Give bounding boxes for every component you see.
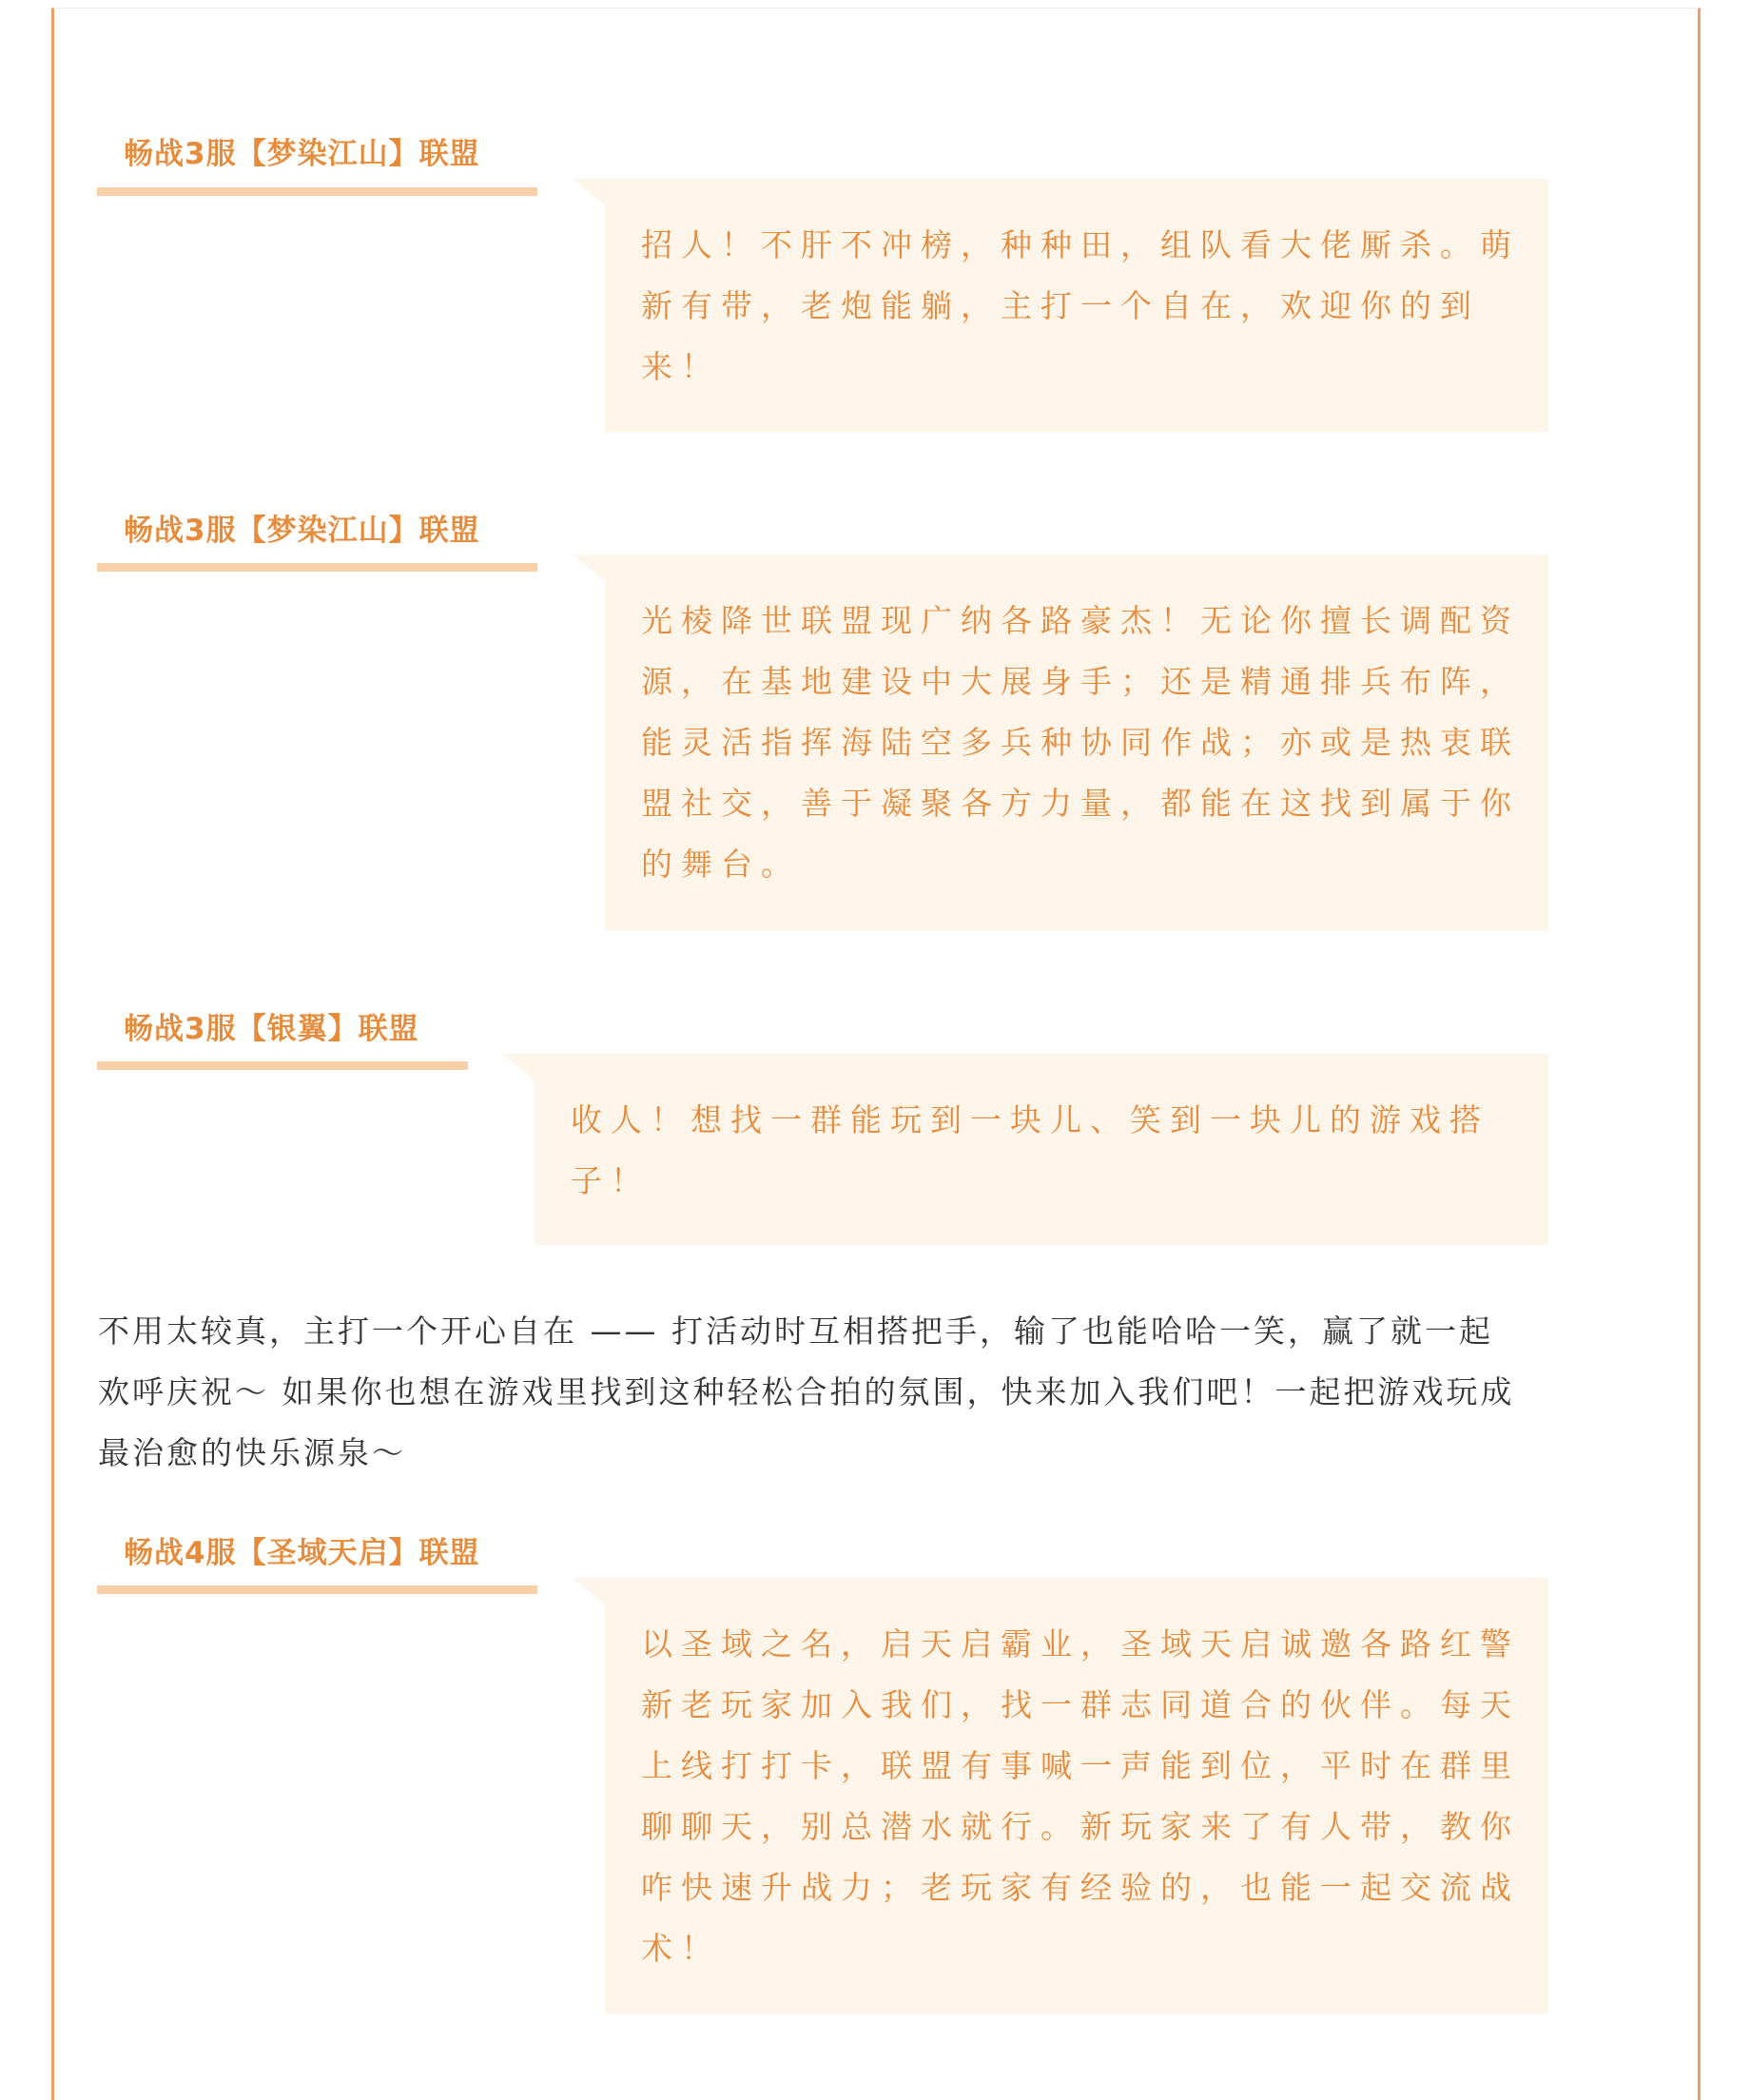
message-line: 以圣域之名，启天启霸业，圣域天启诚邀各路红警	[641, 1625, 1520, 1662]
message-line: 上线打打卡，联盟有事喊一声能到位，平时在群里	[641, 1747, 1520, 1784]
message-line: 子！	[571, 1162, 651, 1199]
recruit-message-bubble	[605, 179, 1548, 432]
message-line: 盟社交，善于凝聚各方力量，都能在这找到属于你	[641, 785, 1520, 822]
alliance-title: 畅战3服【银翼】联盟	[124, 1012, 419, 1046]
title-underline	[97, 563, 537, 572]
message-line: 术！	[641, 1930, 721, 1967]
paragraph-line: 最治愈的快乐源泉～	[98, 1434, 406, 1471]
title-underline	[97, 1585, 537, 1594]
message-line: 能灵活指挥海陆空多兵种协同作战；亦或是热衷联	[641, 724, 1520, 761]
message-line: 来！	[641, 348, 721, 385]
message-line: 光棱降世联盟现广纳各路豪杰！无论你擅长调配资	[641, 602, 1520, 639]
message-line: 聊聊天，别总潜水就行。新玩家来了有人带，教你	[641, 1808, 1520, 1845]
paragraph-line: 不用太较真，主打一个开心自在 —— 打活动时互相搭把手，输了也能哈哈一笑，赢了就一起	[98, 1312, 1493, 1350]
alliance-title: 畅战3服【梦染江山】联盟	[124, 137, 480, 171]
intro-paragraph	[98, 1301, 1658, 1484]
message-line: 咋快速升战力；老玩家有经验的，也能一起交流战	[641, 1869, 1520, 1906]
recruit-message-bubble	[605, 554, 1548, 931]
recruit-message-bubble	[535, 1054, 1548, 1245]
paragraph-line: 欢呼庆祝～ 如果你也想在游戏里找到这种轻松合拍的氛围，快来加入我们吧！一起把游戏玩成	[98, 1373, 1515, 1410]
title-underline	[97, 187, 537, 196]
alliance-title: 畅战3服【梦染江山】联盟	[124, 514, 480, 548]
title-underline	[97, 1061, 468, 1070]
message-line: 的舞台。	[641, 846, 801, 883]
message-line: 新老玩家加入我们，找一群志同道合的伙伴。每天	[641, 1686, 1520, 1723]
recruit-message-bubble	[605, 1578, 1548, 2013]
message-line: 新有带，老炮能躺，主打一个自在，欢迎你的到	[641, 287, 1480, 324]
message-line: 收人！想找一群能玩到一块儿、笑到一块儿的游戏搭	[571, 1101, 1489, 1138]
message-line: 源，在基地建设中大展身手；还是精通排兵布阵，	[641, 663, 1520, 700]
message-line: 招人！不肝不冲榜，种种田，组队看大佬厮杀。萌	[641, 226, 1520, 263]
alliance-title: 畅战4服【圣域天启】联盟	[124, 1536, 480, 1570]
